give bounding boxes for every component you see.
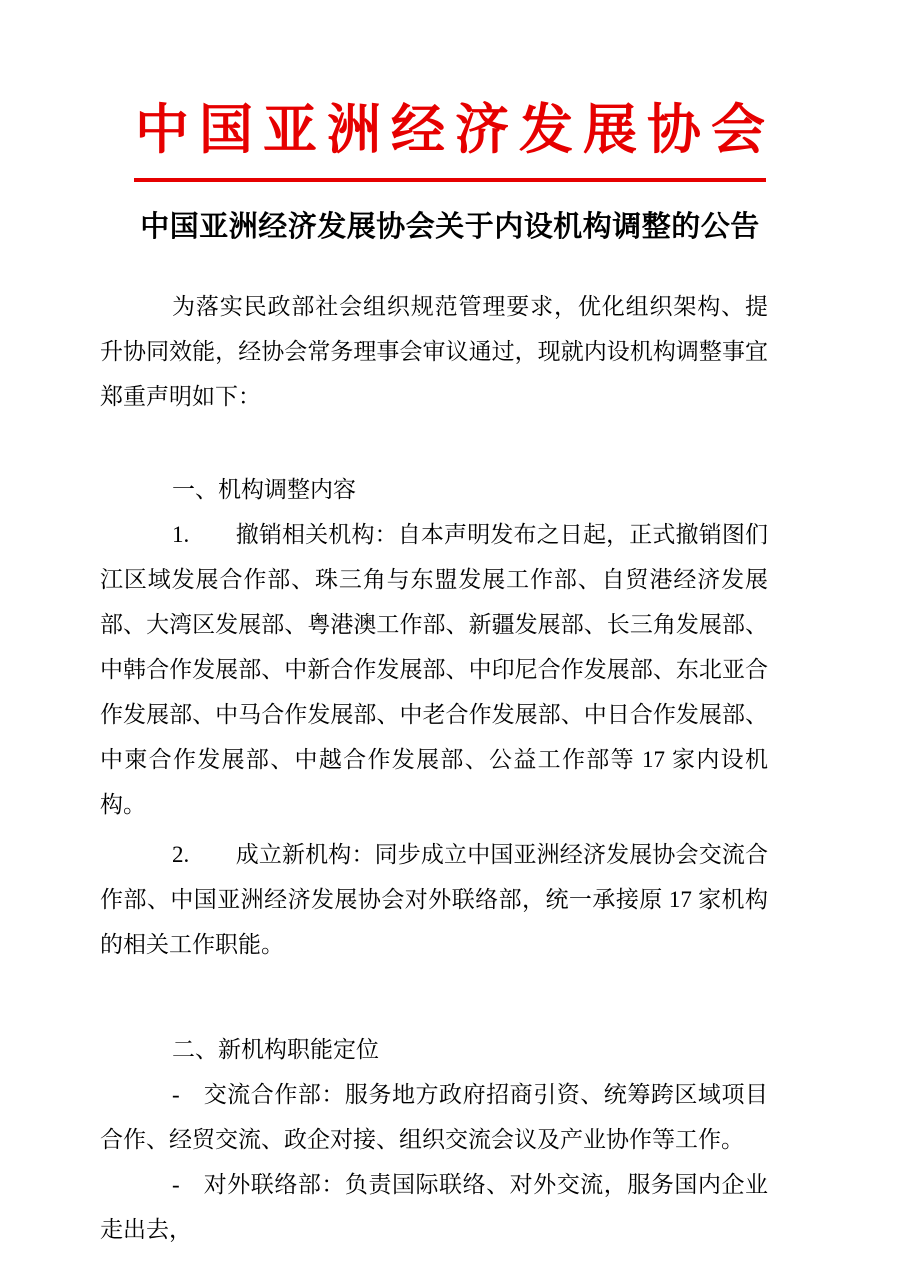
section-2-item-2: - 对外联络部：负责国际联络、对外交流，服务国内企业走出去， xyxy=(100,1172,768,1242)
letterhead-divider-rule xyxy=(134,178,766,182)
letterhead-org-name: 中国亚洲经济发展协会 xyxy=(135,100,775,160)
letterhead xyxy=(0,100,900,182)
document-body xyxy=(0,244,900,1252)
section-1-heading: 一、机构调整内容 xyxy=(172,477,356,502)
section-2-heading: 二、新机构职能定位 xyxy=(172,1037,379,1062)
document-title: 中国亚洲经济发展协会关于内设机构调整的公告 xyxy=(140,211,760,243)
section-1-item-1: 1. 撤销相关机构：自本声明发布之日起，正式撤销图们江区域发展合作部、珠三角与东盟发展工作部、自贸港经济发展部、大湾区发展部、粤港澳工作部、新疆发展部、长三角发展部、中韩合作发展部、中新合作发展部、中印尼合作发展部、东北亚合作发展部、中马合作发展部、中老合作发展部、中日合作发展部、中柬合作发展部、中越合作发展部、公益工作部等 17 家内设机构。 xyxy=(100,522,768,817)
intro-paragraph: 为落实民政部社会组织规范管理要求，优化组织架构、提升协同效能，经协会常务理事会审议通过，现就内设机构调整事宜郑重声明如下： xyxy=(100,294,768,409)
section-2-item-1: - 交流合作部：服务地方政府招商引资、统筹跨区域项目合作、经贸交流、政企对接、组织交流会议及产业协作等工作。 xyxy=(100,1082,768,1152)
section-1-item-2: 2. 成立新机构：同步成立中国亚洲经济发展协会交流合作部、中国亚洲经济发展协会对外联络部，统一承接原 17 家机构的相关工作职能。 xyxy=(100,842,768,957)
